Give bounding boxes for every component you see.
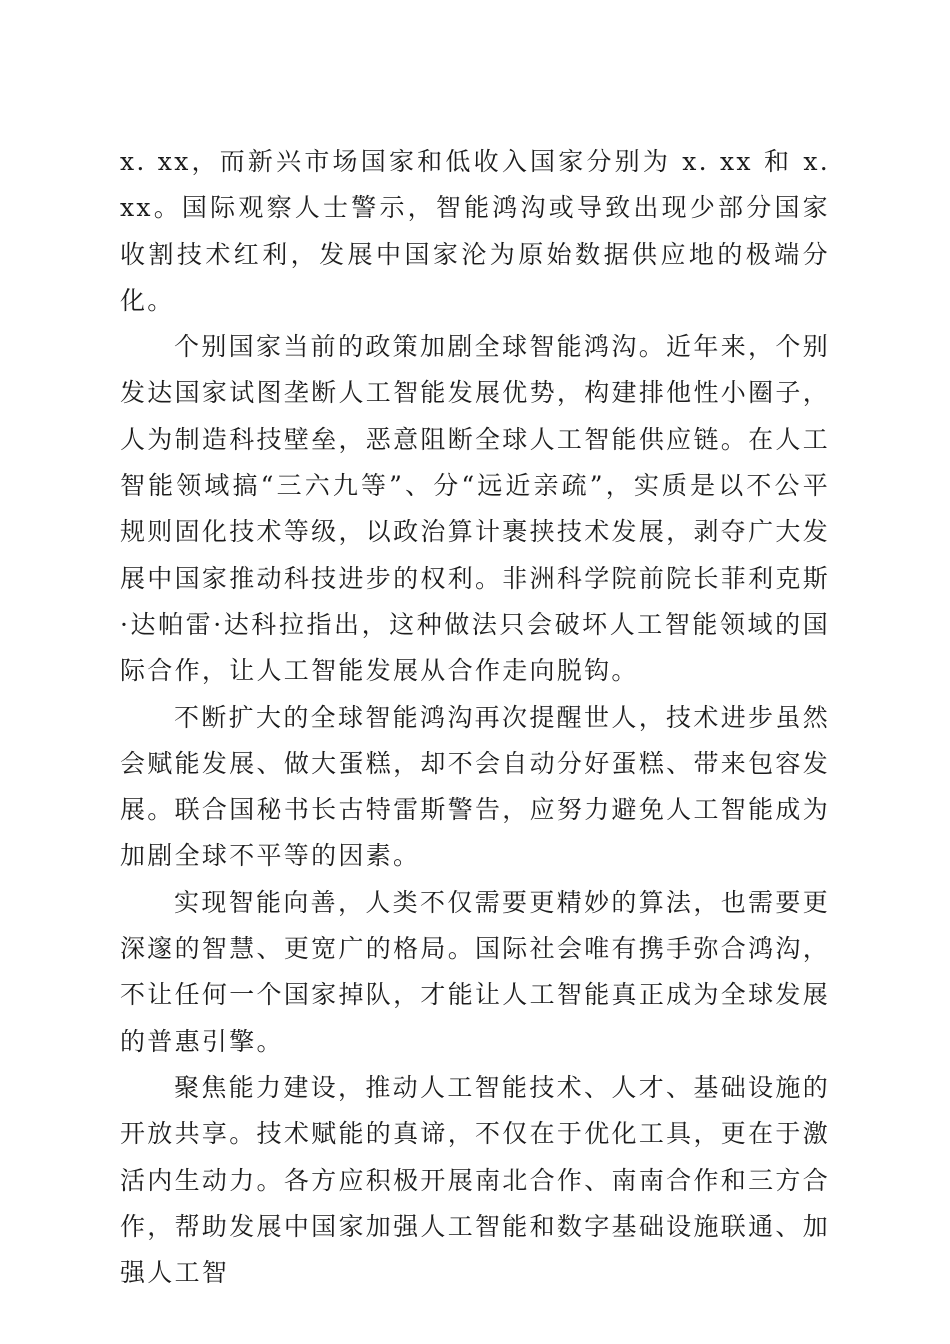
paragraph-policy: 个别国家当前的政策加剧全球智能鸿沟。近年来，个别发达国家试图垄断人工智能发展优势，构建排他性小圈子，人为制造科技壁垒，恶意阻断全球人工智能供应链。在人工智能领域搞“三六九等”、分“远近亲疏”，实质是以不公平规则固化技术等级，以政治算计裹挟技术发展，剥夺广大发展中国家推动科技进步的权利。非洲科学院前院长菲利克斯·达帕雷·达科拉指出，这种做法只会破坏人工智能领域的国际合作，让人工智能发展从合作走向脱钩。 — [120, 332, 830, 686]
paragraph-ai-for-good: 实现智能向善，人类不仅需要更精妙的算法，也需要更深邃的智慧、更宽广的格局。国际社会唯有携手弥合鸿沟，不让任何一个国家掉队，才能让人工智能真正成为全球发展的普惠引擎。 — [120, 887, 830, 1056]
paragraph-capacity-building: 聚焦能力建设，推动人工智能技术、人才、基础设施的开放共享。技术赋能的真谛，不仅在于优化工具，更在于激活内生动力。各方应积极开展南北合作、南南合作和三方合作，帮助发展中国家加强人工智能和数字基础设施联通、加强人工智 — [120, 1072, 830, 1288]
paragraph-continuation: x. xx，而新兴市场国家和低收入国家分别为 x. xx 和 x. xx。国际观察人士警示，智能鸿沟或导致出现少部分国家收割技术红利，发展中国家沦为原始数据供应地的极端分化。 — [120, 147, 830, 315]
paragraph-reminder: 不断扩大的全球智能鸿沟再次提醒世人，技术进步虽然会赋能发展、做大蛋糕，却不会自动分好蛋糕、带来包容发展。联合国秘书长古特雷斯警告，应努力避免人工智能成为加剧全球不平等的因素。 — [120, 702, 830, 871]
document-body — [120, 139, 830, 1296]
